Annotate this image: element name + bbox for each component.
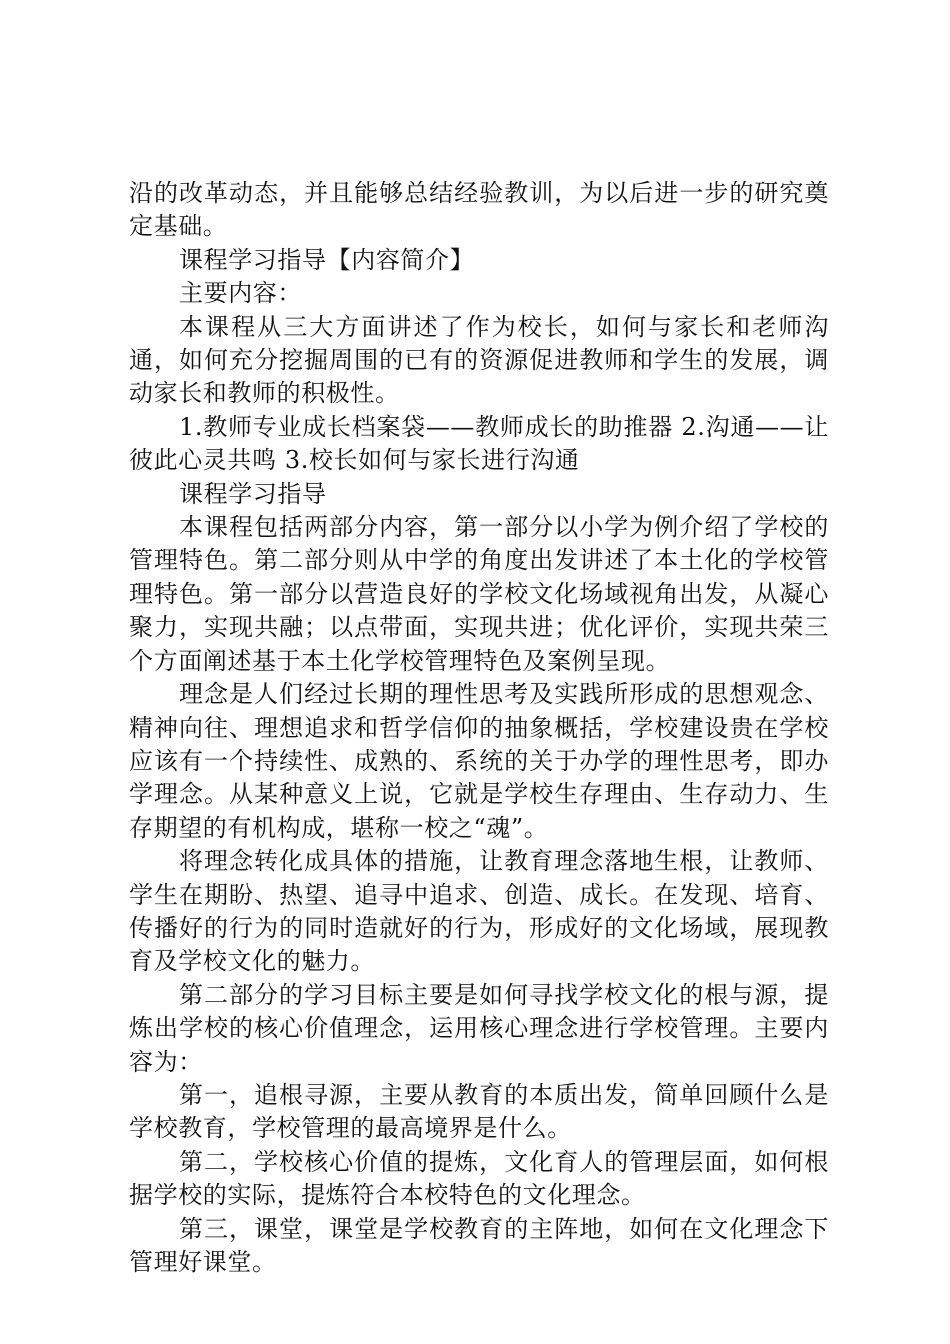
paragraph-9: 将理念转化成具体的措施，让教育理念落地生根，让教师、学生在期盼、热望、追寻中追求、创造、成长。在发现、培育、传播好的行为的同时造就好的行为，形成好的文化场域，展现教育及学校文化的魅力。 <box>129 847 829 976</box>
paragraph-5: 1.教师专业成长档案袋——教师成长的助推器 2.沟通——让彼此心灵共鸣 3.校长如何与家长进行沟通 <box>129 412 829 475</box>
paragraph-6: 课程学习指导 <box>179 479 327 508</box>
paragraph-7: 本课程包括两部分内容，第一部分以小学为例介绍了学校的管理特色。第二部分则从中学的角度出发讲述了本土化的学校管理特色。第一部分以营造良好的学校文化场域视角出发，从凝心聚力，实现共融；以点带面，实现共进；优化评价，实现共荣三个方面阐述基于本土化学校管理特色及案例呈现。 <box>129 513 829 675</box>
paragraph-10: 第二部分的学习目标主要是如何寻找学校文化的根与源，提炼出学校的核心价值理念，运用核心理念进行学校管理。主要内容为： <box>129 980 829 1076</box>
paragraph-8: 理念是人们经过长期的理性思考及实践所形成的思想观念、精神向往、理想追求和哲学信仰的抽象概括，学校建设贵在学校应该有一个持续性、成熟的、系统的关于办学的理性思考，即办学理念。从某种意义上说，它就是学校生存理由、生存动力、生存期望的有机构成，堪称一校之“魂”。 <box>129 680 829 842</box>
paragraph-3: 主要内容： <box>179 279 302 308</box>
paragraph-4: 本课程从三大方面讲述了作为校长，如何与家长和老师沟通，如何充分挖掘周围的已有的资源促进教师和学生的发展，调动家长和教师的积极性。 <box>129 312 829 408</box>
paragraph-2: 课程学习指导【内容简介】 <box>179 245 475 274</box>
paragraph-13: 第三，课堂，课堂是学校教育的主阵地，如何在文化理念下管理好课堂。 <box>129 1214 829 1276</box>
document-body <box>129 177 829 1279</box>
paragraph-12: 第二，学校核心价值的提炼，文化育人的管理层面，如何根据学校的实际，提炼符合本校特色的文化理念。 <box>129 1147 829 1210</box>
paragraph-11: 第一，追根寻源，主要从教育的本质出发，简单回顾什么是学校教育，学校管理的最高境界是什么。 <box>129 1080 829 1143</box>
paragraph-1: 沿的改革动态，并且能够总结经验教训，为以后进一步的研究奠定基础。 <box>129 179 829 241</box>
